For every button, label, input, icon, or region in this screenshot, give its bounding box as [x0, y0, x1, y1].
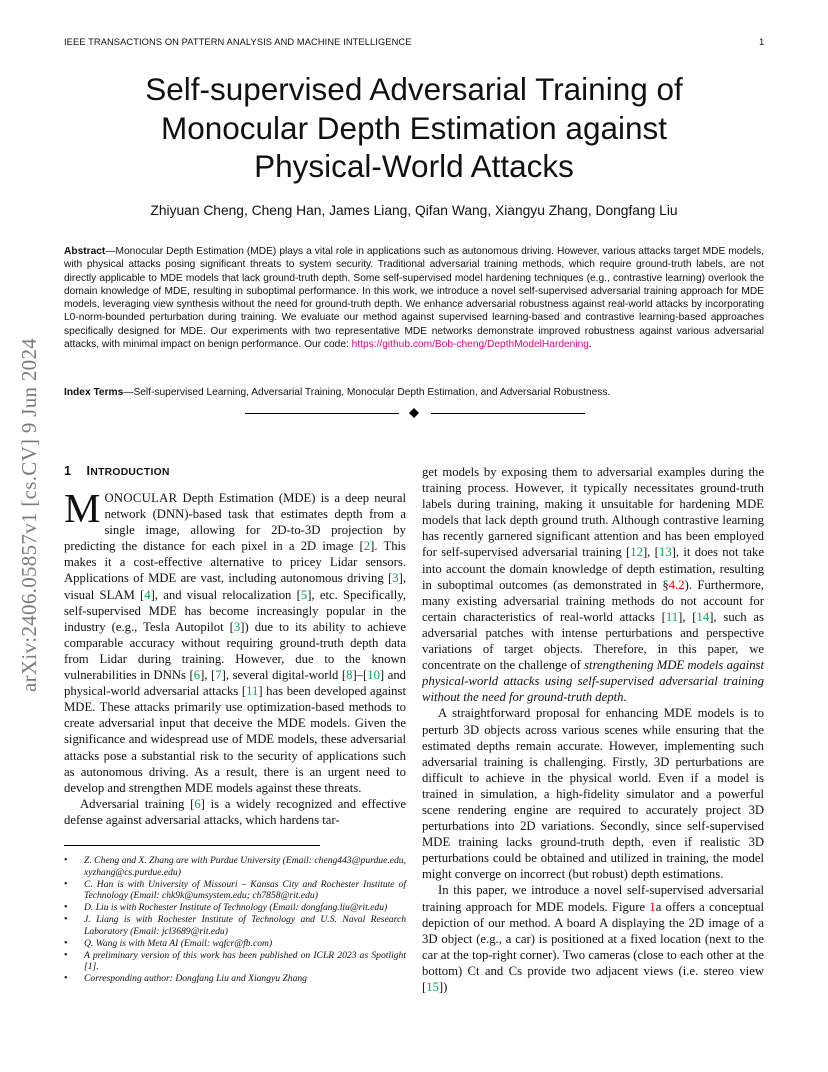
section-heading: 1 INTRODUCTION — [64, 464, 170, 478]
index-terms-label: Index Terms — [64, 387, 124, 398]
author-list: Zhiyuan Cheng, Cheng Han, James Liang, Qifan Wang, Xiangyu Zhang, Dongfang Liu — [150, 203, 678, 218]
right-column — [422, 464, 764, 995]
section-divider — [245, 406, 585, 420]
intro-paragraph-2: Adversarial training [6] is a widely recognized and effective defense against adversarial attacks, which hardens tar- — [64, 796, 406, 827]
paper-title: Self-supervised Adversarial Training of Monocular Depth Estimation against Physical-World Attacks — [145, 71, 683, 184]
abstract-label: Abstract — [64, 246, 106, 257]
footnote-item: • C. Han is with University of Missouri – Kansas City and Rochester Institute of Technology (Email: chk9k@umsystem.edu; ch7858@rit.edu) — [64, 879, 406, 902]
running-head: IEEE TRANSACTIONS ON PATTERN ANALYSIS AND MACHINE INTELLIGENCE — [64, 37, 412, 47]
arxiv-stamp: arXiv:2406.05857v1 [cs.CV] 9 Jun 2024 — [17, 337, 41, 692]
intro-paragraph-4: A straightforward proposal for enhancing MDE models is to perturb 3D objects across various scenes while ensuring that the estimated depths remain accurate. However, implementing such adversarial training is challenging. Firstly, 3D perturbations are difficult to achieve in the physical world. Even if a model is trained in simulation, a high-fidelity simulator and a powerful scene rendering engine are required to accurately project 3D perturbations into 2D variations. Secondly, since self-supervised MDE training lacks ground-truth depth, even if realistic 3D perturbations could be obtained and utilized in training, the model might converge on incorrect (but robust) depth estimations. — [422, 706, 764, 882]
footnote-item: • Z. Cheng and X. Zhang are with Purdue University (Email: cheng443@purdue.edu, xyzhang@cs.purdue.edu) — [64, 855, 406, 878]
intro-paragraph-1: MONOCULAR Depth Estimation (MDE) is a deep neural network (DNN)-based task that estimates depth from a single image, allowing for 2D-to-3D projection by predicting the distance for each pixel in a 2D image [2]. This makes it a cost-effective alternative to pricey Lidar sensors. Applications of MDE are vast, including autonomous driving [3], visual SLAM [4], and visual relocalization [5], etc. Specifically, self-supervised MDE has become increasingly popular in the industry (e.g., Tesla Autopilot [3]) due to its ability to achieve comparable accuracy without requiring ground-truth depth data from Lidar during training. However, due to the known vulnerabilities in DNNs [6], [7], several digital-world [8]–[10] and physical-world adversarial attacks [11] has been developed against MDE. These attacks primarily use optimization-based methods to create adversarial input that deceive the MDE models. Given the significance and widespread use of MDE models, these adversarial attacks pose a substantial risk to the security of applications such as autonomous driving. As a result, there is an urgent need to develop and strengthen MDE models against these threats. — [64, 485, 407, 795]
diamond-icon — [409, 408, 419, 418]
intro-paragraph-3: get models by exposing them to adversarial examples during the training process. However, it typically necessitates ground-truth labels during training, making it unsuitable for hardening MDE models that lack depth ground truth. Although contrastive learning has recently garnered significant attention and has been employed for self-supervised adversarial training [12], [13], it does not take into account the domain knowledge of depth estimation, resulting in suboptimal outcomes (as demonstrated in §4.2). Furthermore, many existing adversarial training methods do not account for certain characteristics of real-world attacks [11], [14], such as adversarial patches with intense perturbations and perspective variations of target objects. Therefore, in this paper, we concentrate on the challenge of strengthening MDE models against physical-world attacks using self-supervised adversarial training without the need for ground-truth depth. — [422, 465, 764, 705]
page-number: 1 — [759, 37, 765, 47]
footnote-item: • Q. Wang is with Meta AI (Email: wqfcr@fb.com) — [64, 938, 406, 950]
index-terms — [64, 386, 764, 399]
abstract-text: —Monocular Depth Estimation (MDE) plays a vital role in applications such as autonomous driving. However, various attacks target MDE models, with physical attacks posing significant threats to system security. Traditional adversarial training methods, which require ground-truth labels, are not directly applicable to MDE models that lack ground-truth depth. Some self-supervised model hardening techniques (e.g., contrastive learning) overlook the domain knowledge of MDE, resulting in suboptimal performance. In this work, we introduce a novel self-supervised adversarial training approach for MDE models, leveraging view synthesis without the need for ground-truth depth. We enhance adversarial robustness against real-world attacks by incorporating L0-norm-bounded perturbation during training. We evaluate our method against supervised learning-based and contrastive learning-based approaches specifically designed for MDE. Our experiments with two representative MDE networks demonstrate improved robustness against various adversarial attacks, with minimal impact on benign performance. Our code: — [64, 246, 764, 350]
footnote-item: • A preliminary version of this work has been published on ICLR 2023 as Spotlight [1]. — [64, 950, 406, 973]
footnotes — [64, 855, 406, 985]
intro-paragraph-5: In this paper, we introduce a novel self-supervised adversarial training approach for MDE models. Figure 1a offers a conceptual depiction of our method. A board A displaying the 2D image of a 3D object (e.g., a car) is positioned at a fixed location (next to the car at the top-right corner). Two cameras (close to each other at the bottom) Ct and Cs provide two adjacent views (i.e. stereo view [15]) — [422, 883, 764, 994]
footnote-item: • D. Liu is with Rochester Institute of Technology (Email: dongfang.liu@rit.edu) — [64, 902, 406, 914]
index-terms-text: —Self-supervised Learning, Adversarial Training, Monocular Depth Estimation, and Adversarial Robustness. — [123, 387, 611, 398]
footnote-item: • Corresponding author: Dongfang Liu and Xiangyu Zhang — [64, 973, 406, 985]
footnote-rule — [64, 845, 320, 846]
left-column — [64, 485, 407, 828]
footnote-item: • J. Liang is with Rochester Institute of Technology and U.S. Naval Research Laboratory (Email: jcl3689@rit.edu) — [64, 914, 406, 937]
code-link[interactable]: https://github.com/Bob-cheng/DepthModelHardening — [351, 338, 589, 350]
drop-cap: M — [64, 485, 101, 531]
abstract: Abstract—Monocular Depth Estimation (MDE) plays a vital role in applications such as autonomous driving. However, various attacks target MDE models, with physical attacks posing significant threats to system security. Traditional adversarial training methods, which require ground-truth labels, are not directly applicable to MDE models that lack ground-truth depth. Some self-supervised model hardening techniques (e.g., contrastive learning) overlook the domain knowledge of MDE, resulting in suboptimal performance. In this work, we introduce a novel self-supervised adversarial training approach for MDE models, leveraging view synthesis without the need for ground-truth depth. We enhance adversarial robustness against real-world attacks by incorporating L0-norm-bounded perturbation during training. We evaluate our method against supervised learning-based and contrastive learning-based approaches specifically designed for MDE. Our experiments with two representative MDE networks demonstrate improved robustness against various adversarial attacks, with minimal impact on benign performance. Our code: https://github.com/Bob-cheng/DepthModelHardening. — [64, 246, 764, 350]
